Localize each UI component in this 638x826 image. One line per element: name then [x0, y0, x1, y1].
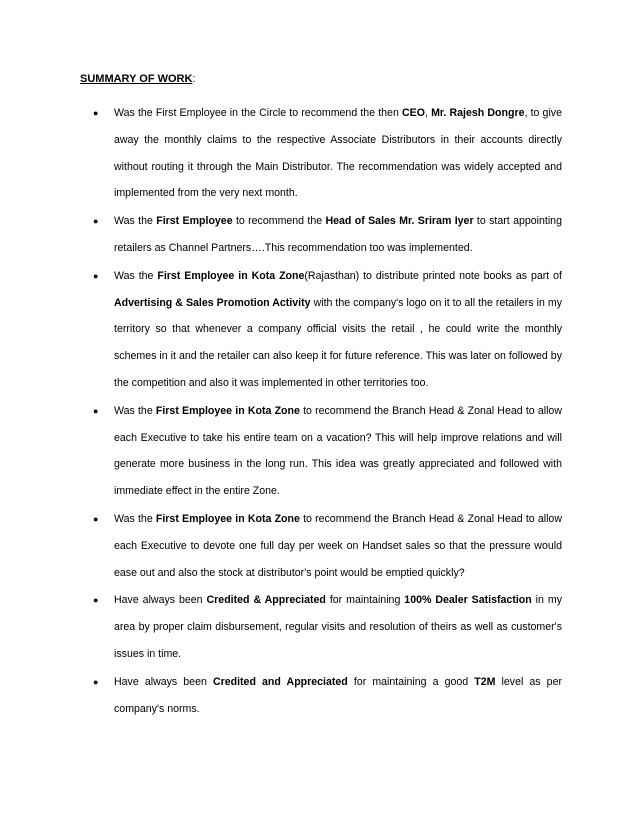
item-text: Was the First Employee to recommend the Head of Sales Mr. Sriram Iyer to start appointing retailers as Channel Partners….This recommendation too was implemented.: [114, 215, 562, 254]
item-text: Was the First Employee in Kota Zone(Rajasthan) to distribute printed note books as part of Advertising & Sales Promotion Activity with the company's logo on it to all the retailers in my territory so that whenever a company official visits the retail , he could write the monthly schemes in it and the retailer can also keep it for future reference. This was later on followed by the competition and also it was implemented in other territories too.: [114, 269, 562, 389]
summary-item-7: [0, 669, 562, 723]
section-heading-label: SUMMARY OF WORK: [80, 73, 193, 85]
summary-item-3: [0, 263, 562, 397]
bullet-icon: ●: [93, 270, 99, 281]
summary-item-1: [0, 100, 562, 207]
bullet-icon: ●: [93, 108, 99, 118]
summary-item-4: [0, 398, 562, 505]
summary-list: [0, 100, 638, 723]
item-text: Have always been Credited and Appreciated for maintaining a good T2M level as per company's norms.: [114, 675, 562, 715]
item-text: Was the First Employee in Kota Zone to recommend the Branch Head & Zonal Head to allow each Executive to take his entire team on a vacation? This will help improve relations and will generate more business in the long run. This idea was greatly appreciated and followed with immediate effect in the entire Zone.: [114, 404, 562, 498]
item-text: Was the First Employee in Kota Zone to recommend the Branch Head & Zonal Head to allow each Executive to devote one full day per week on Handset sales so that the pressure would ease out and also the stock at distributor's point would be emptied quickly?: [114, 512, 562, 579]
item-text: Was the First Employee in the Circle to recommend the then CEO, Mr. Rajesh Dongre, to give away the monthly claims to the respective Associate Distributors in their accounts directly without routing it through the Main Distributor. The recommendation was widely accepted and implemented from the very next month.: [114, 107, 562, 200]
summary-item-2: [0, 208, 562, 262]
summary-item-5: [0, 506, 562, 586]
bullet-icon: ●: [93, 595, 99, 606]
bullet-icon: ●: [93, 405, 99, 416]
summary-item-6: [0, 587, 562, 667]
bullet-icon: ●: [93, 676, 99, 687]
section-heading: [80, 72, 196, 86]
bullet-icon: ●: [93, 513, 99, 524]
item-text: Have always been Credited & Appreciated for maintaining 100% Dealer Satisfaction in my area by proper claim disbursement, regular visits and resolution of theirs as well as customer's issues in time.: [114, 594, 563, 660]
bullet-icon: ●: [93, 216, 99, 227]
section-heading-colon: :: [192, 73, 196, 85]
